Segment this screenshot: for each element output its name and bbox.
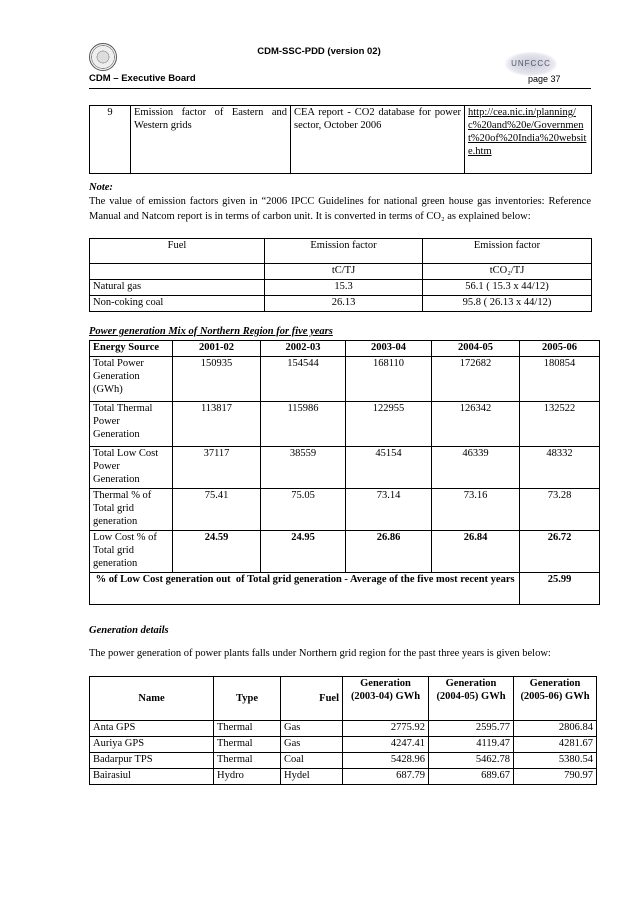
generation-mix-table [89,340,600,605]
table-row [90,769,597,785]
mix-row-label: Total Low Cost Power Generation [90,447,173,489]
mix-cell: 26.86 [346,531,432,573]
mix-average-label: % of Low Cost generation out of Total grid generation - Average of the five most recent years [90,573,520,605]
generation-details-table [89,676,597,785]
mix-cell: 26.72 [520,531,600,573]
mix-cell: 113817 [173,402,261,447]
mix-cell: 115986 [261,402,346,447]
ef-value-tc: 26.13 [265,296,423,312]
ef-unit-tco2: tCO₂/TJ [423,264,592,280]
mix-header-year: 2004-05 [432,341,520,357]
mix-cell: 26.84 [432,531,520,573]
gen-fuel: Hydel [281,769,343,785]
gen-value: 790.97 [514,769,597,785]
gen-fuel: Coal [281,753,343,769]
mix-cell: 168110 [346,357,432,402]
gen-header-name: Name [90,677,214,721]
table-row [90,280,592,296]
mix-title: Power generation Mix of Northern Region for five years [89,326,333,337]
source-link[interactable]: http://cea.nic.in/planning/c%20and%20e/Government%20of%20India%20website.htm [465,106,592,174]
mix-cell: 180854 [520,357,600,402]
gen-value: 4247.41 [343,737,429,753]
mix-cell: 73.14 [346,489,432,531]
mix-average-value: 25.99 [520,573,600,605]
ef-value-tco2: 95.8 ( 26.13 x 44/12) [423,296,592,312]
note-text: The value of emission factors given in “2006 IPCC Guidelines for national green house gas inventories: Reference Manual and Natcom report is in terms of carbon unit. It is converted in terms of CO₂ as explained below: [89,196,591,222]
mix-cell: 38559 [261,447,346,489]
gen-value: 2775.92 [343,721,429,737]
gen-type: Hydro [214,769,281,785]
unfccc-logo: UNFCCC [505,52,557,76]
mix-cell: 46339 [432,447,520,489]
gen-name: Auriya GPS [90,737,214,753]
mix-header-year: 2001-02 [173,341,261,357]
board-label: CDM – Executive Board [89,73,196,84]
note-label: Note: [89,182,113,193]
gen-value: 689.67 [429,769,514,785]
gen-value: 2806.84 [514,721,597,737]
gen-header-2004: Generation (2004-05) GWh [429,677,514,721]
gen-fuel: Gas [281,737,343,753]
mix-row-label: Low Cost % of Total grid generation [90,531,173,573]
doc-title: CDM-SSC-PDD (version 02) [257,46,381,57]
ef-unit-blank [90,264,265,280]
gen-title: Generation details [89,625,169,636]
gen-value: 5428.96 [343,753,429,769]
mix-cell: 75.05 [261,489,346,531]
gen-name: Bairasiul [90,769,214,785]
gen-value: 4119.47 [429,737,514,753]
header-rule [89,88,591,89]
mix-cell: 73.28 [520,489,600,531]
mix-header-year: 2003-04 [346,341,432,357]
mix-row-label: Total Thermal Power Generation [90,402,173,447]
mix-cell: 126342 [432,402,520,447]
mix-header-year: 2005-06 [520,341,600,357]
mix-cell: 24.95 [261,531,346,573]
mix-cell: 45154 [346,447,432,489]
ef-header-tc: Emission factor [265,239,423,264]
gen-fuel: Gas [281,721,343,737]
source-table [89,105,592,174]
ef-fuel: Non-coking coal [90,296,265,312]
ef-header-fuel: Fuel [90,239,265,264]
table-row [90,737,597,753]
mix-cell: 48332 [520,447,600,489]
source-num: 9 [90,106,131,174]
gen-header-fuel: Fuel [281,677,343,721]
gen-type: Thermal [214,753,281,769]
table-row [90,531,600,573]
table-row [90,402,600,447]
mix-cell: 150935 [173,357,261,402]
table-row [90,296,592,312]
ef-fuel: Natural gas [90,280,265,296]
emission-factor-table [89,238,592,312]
gen-header-type: Type [214,677,281,721]
table-row [90,489,600,531]
gen-header-2003: Generation (2003-04) GWh [343,677,429,721]
ef-header-tco2: Emission factor [423,239,592,264]
source-ref: CEA report - CO2 database for power sector, October 2006 [291,106,465,174]
mix-cell: 132522 [520,402,600,447]
table-row [90,753,597,769]
mix-header-year: 2002-03 [261,341,346,357]
mix-cell: 154544 [261,357,346,402]
table-row [90,357,600,402]
gen-name: Badarpur TPS [90,753,214,769]
ef-unit-tc: tC/TJ [265,264,423,280]
mix-cell: 122955 [346,402,432,447]
gen-type: Thermal [214,737,281,753]
gen-value: 5462.78 [429,753,514,769]
gen-value: 687.79 [343,769,429,785]
gen-value: 4281.67 [514,737,597,753]
mix-cell: 37117 [173,447,261,489]
mix-header-source: Energy Source [90,341,173,357]
mix-row-label: Thermal % of Total grid generation [90,489,173,531]
gen-text: The power generation of power plants falls under Northern grid region for the past three years is given below: [89,648,551,659]
mix-row-label: Total Power Generation (GWh) [90,357,173,402]
gen-name: Anta GPS [90,721,214,737]
gen-type: Thermal [214,721,281,737]
mix-cell: 73.16 [432,489,520,531]
mix-cell: 24.59 [173,531,261,573]
ef-value-tco2: 56.1 ( 15.3 x 44/12) [423,280,592,296]
gen-value: 5380.54 [514,753,597,769]
mix-cell: 75.41 [173,489,261,531]
table-row [90,447,600,489]
gen-value: 2595.77 [429,721,514,737]
source-desc: Emission factor of Eastern and Western grids [131,106,291,174]
gen-header-2005: Generation (2005-06) GWh [514,677,597,721]
table-row [90,721,597,737]
ef-value-tc: 15.3 [265,280,423,296]
page-number: page 37 [528,74,561,84]
mix-cell: 172682 [432,357,520,402]
